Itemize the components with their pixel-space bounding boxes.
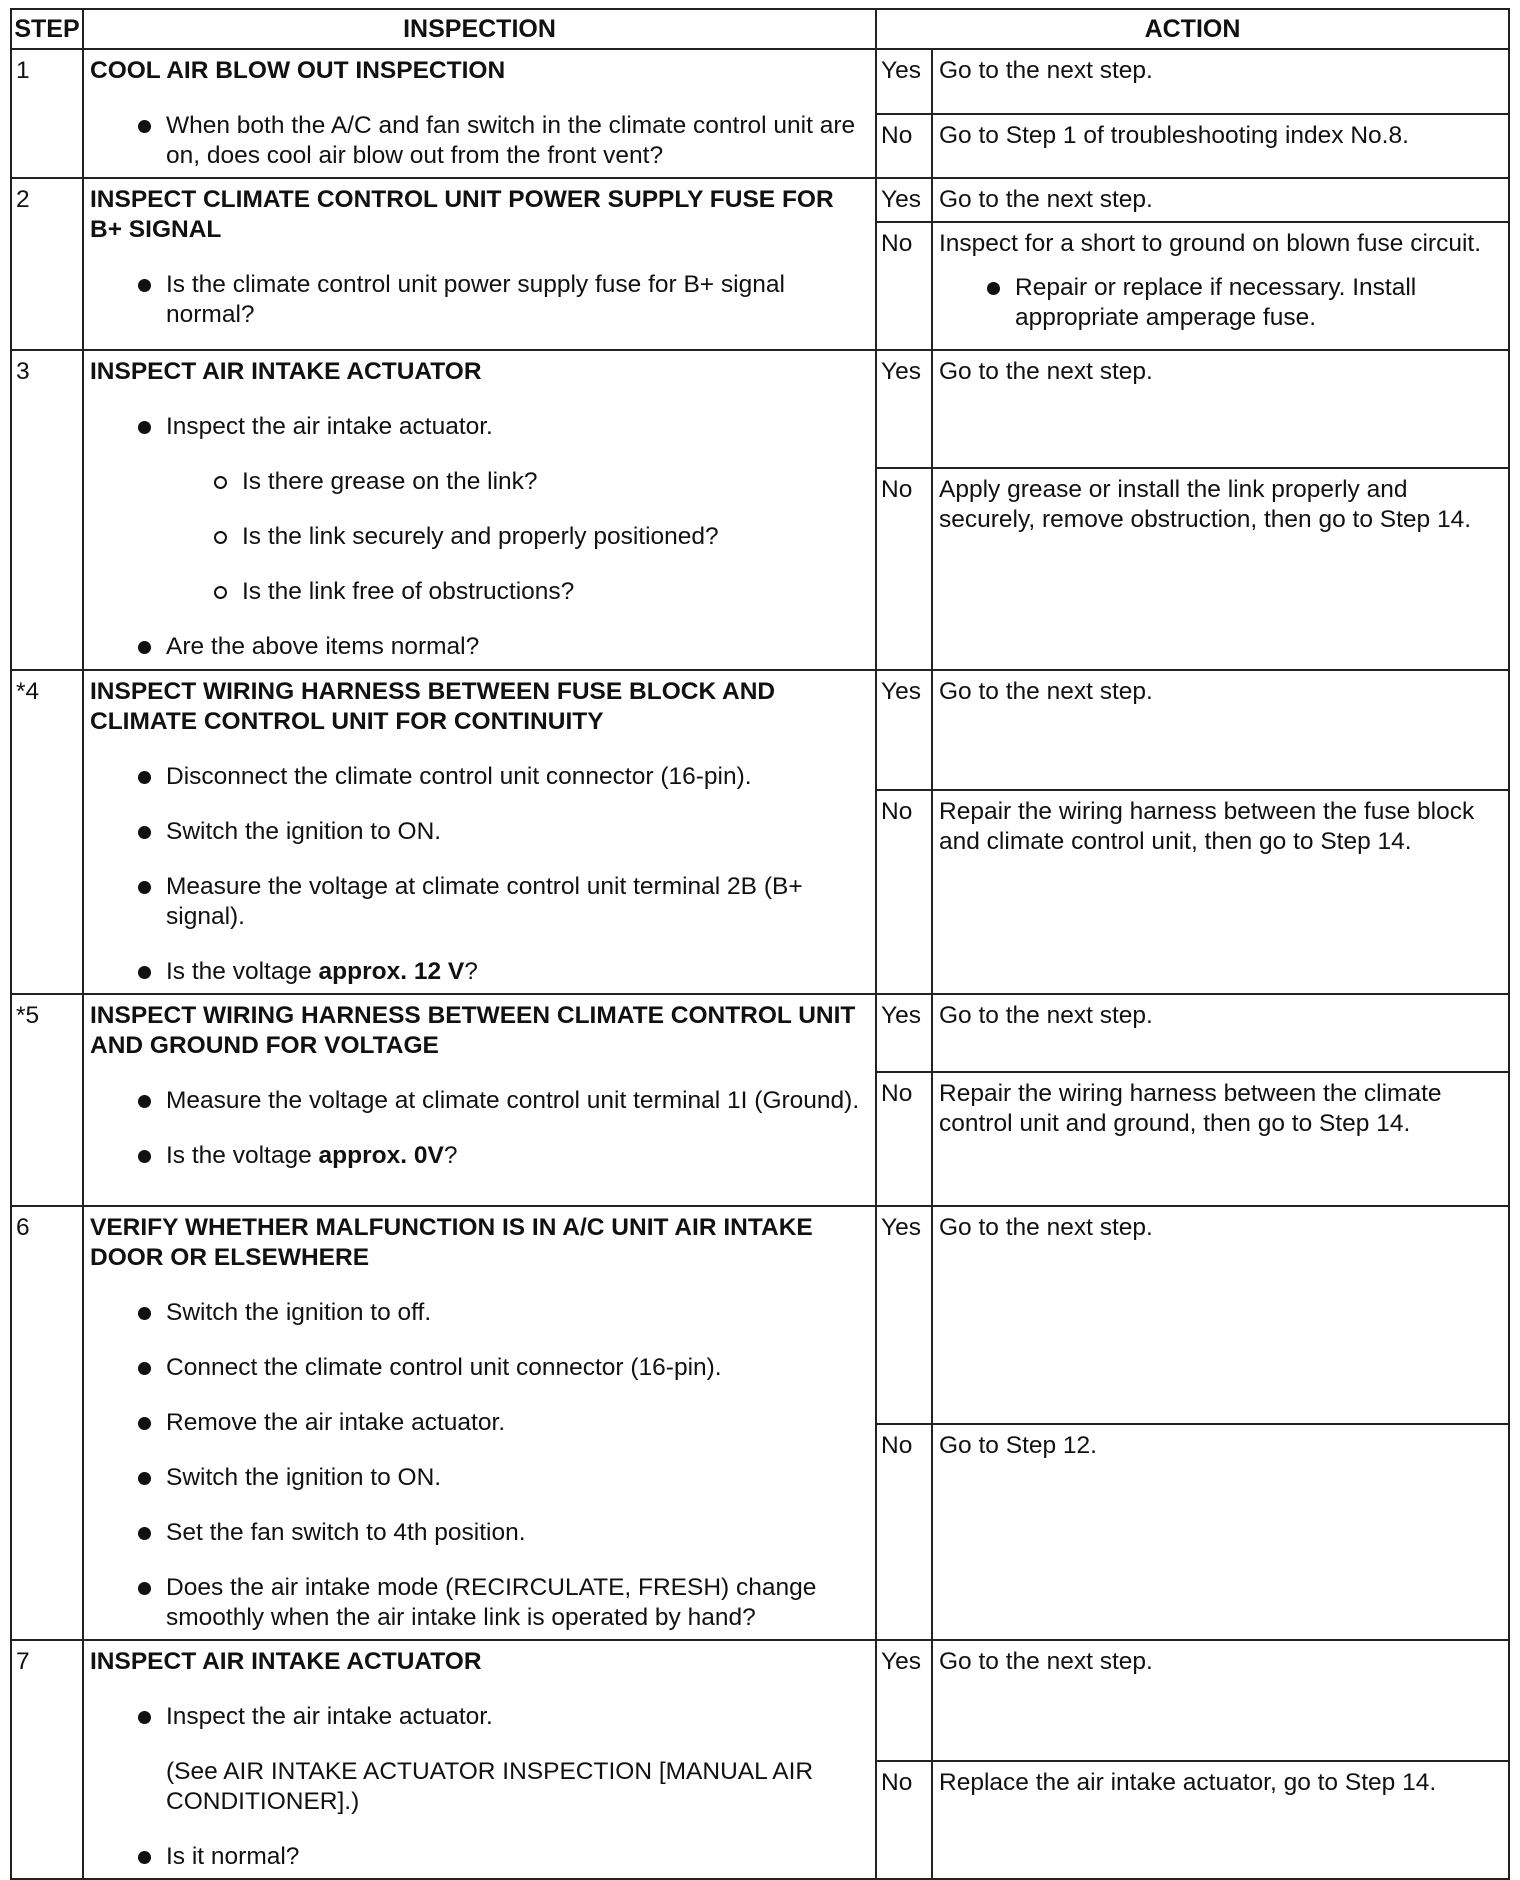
header-inspection: INSPECTION <box>83 9 876 49</box>
no-action: Repair the wiring harness between the fuse block and climate control unit, then go to Step 14. <box>932 790 1509 994</box>
yes-label: Yes <box>876 350 932 468</box>
bullet-item: Is the climate control unit power supply fuse for B+ signal normal? <box>90 270 869 330</box>
troubleshooting-table <box>10 8 1510 1880</box>
bullet-item: Switch the ignition to ON. <box>90 817 869 847</box>
inspection-cell <box>83 670 876 994</box>
step-title: INSPECT CLIMATE CONTROL UNIT POWER SUPPLY FUSE FOR B+ SIGNAL <box>90 186 834 243</box>
no-label: No <box>876 1072 932 1206</box>
bullet-item <box>90 1141 869 1171</box>
step-number: *4 <box>11 670 83 994</box>
no-action: Repair the wiring harness between the climate control unit and ground, then go to Step 14. <box>932 1072 1509 1206</box>
step-number: 7 <box>11 1640 83 1879</box>
step-number: 6 <box>11 1206 83 1640</box>
action-bullet: Repair or replace if necessary. Install appropriate amperage fuse. <box>939 273 1504 333</box>
bullet-item <box>90 957 869 987</box>
sub-bullet-item: Is there grease on the link? <box>90 467 869 497</box>
bullet-text: ? <box>443 1142 458 1169</box>
bullet-text: Is the voltage <box>166 958 319 985</box>
table-row <box>11 350 1509 468</box>
bullet-value: approx. 12 V <box>318 958 465 985</box>
yes-label: Yes <box>876 994 932 1072</box>
bullet-item: Does the air intake mode (RECIRCULATE, FRESH) change smoothly when the air intake link is operated by hand? <box>90 1573 869 1633</box>
inspection-cell <box>83 178 876 350</box>
yes-label: Yes <box>876 49 932 114</box>
bullet-item: Inspect the air intake actuator. <box>90 1702 869 1732</box>
bullet-item: Connect the climate control unit connector (16-pin). <box>90 1353 869 1383</box>
bullet-item: Disconnect the climate control unit connector (16-pin). <box>90 762 869 792</box>
bullet-item: Is it normal? <box>90 1842 869 1872</box>
inspection-cell <box>83 1206 876 1640</box>
bullet-item: Set the fan switch to 4th position. <box>90 1518 869 1548</box>
header-action: ACTION <box>876 9 1509 49</box>
bullet-item: Are the above items normal? <box>90 632 869 662</box>
yes-action: Go to the next step. <box>932 1640 1509 1761</box>
sub-bullet-item: Is the link free of obstructions? <box>90 577 869 607</box>
no-label: No <box>876 1424 932 1640</box>
step-title: INSPECT AIR INTAKE ACTUATOR <box>90 1648 482 1675</box>
step-number: 2 <box>11 178 83 350</box>
bullet-item: Remove the air intake actuator. <box>90 1408 869 1438</box>
table-row <box>11 1206 1509 1424</box>
table-header-row <box>11 9 1509 49</box>
bullet-item: Inspect the air intake actuator. <box>90 412 869 442</box>
yes-action: Go to the next step. <box>932 350 1509 468</box>
yes-label: Yes <box>876 1640 932 1761</box>
inspection-cell <box>83 994 876 1206</box>
reference-note: (See AIR INTAKE ACTUATOR INSPECTION [MANUAL AIR CONDITIONER].) <box>166 1758 814 1815</box>
table-row <box>11 178 1509 222</box>
bullet-item: Measure the voltage at climate control unit terminal 1I (Ground). <box>90 1086 869 1116</box>
inspection-cell <box>83 49 876 178</box>
no-label: No <box>876 468 932 670</box>
yes-label: Yes <box>876 670 932 790</box>
no-label: No <box>876 790 932 994</box>
no-action: Apply grease or install the link properly and securely, remove obstruction, then go to Step 14. <box>932 468 1509 670</box>
no-action: Go to Step 1 of troubleshooting index No.8. <box>932 114 1509 179</box>
sub-bullet-item: Is the link securely and properly positioned? <box>90 522 869 552</box>
bullet-item: When both the A/C and fan switch in the climate control unit are on, does cool air blow out from the front vent? <box>90 111 869 171</box>
yes-action: Go to the next step. <box>932 1206 1509 1424</box>
table-row <box>11 49 1509 114</box>
step-number: *5 <box>11 994 83 1206</box>
yes-action: Go to the next step. <box>932 994 1509 1072</box>
no-label: No <box>876 114 932 179</box>
no-action: Replace the air intake actuator, go to Step 14. <box>932 1761 1509 1879</box>
inspection-cell <box>83 1640 876 1879</box>
step-title: VERIFY WHETHER MALFUNCTION IS IN A/C UNIT AIR INTAKE DOOR OR ELSEWHERE <box>90 1214 813 1271</box>
bullet-text: ? <box>464 958 478 985</box>
inspection-cell <box>83 350 876 670</box>
bullet-item: Switch the ignition to ON. <box>90 1463 869 1493</box>
bullet-text: Is the voltage <box>166 1142 319 1169</box>
bullet-item: Switch the ignition to off. <box>90 1298 869 1328</box>
step-title: INSPECT AIR INTAKE ACTUATOR <box>90 358 482 385</box>
table-row <box>11 1640 1509 1761</box>
yes-label: Yes <box>876 178 932 222</box>
no-action: Inspect for a short to ground on blown fuse circuit. <box>939 230 1482 257</box>
no-label: No <box>876 222 932 350</box>
bullet-value: approx. 0V <box>318 1142 444 1169</box>
yes-label: Yes <box>876 1206 932 1424</box>
step-number: 1 <box>11 49 83 178</box>
header-step: STEP <box>11 9 83 49</box>
step-title: INSPECT WIRING HARNESS BETWEEN FUSE BLOCK AND CLIMATE CONTROL UNIT FOR CONTINUITY <box>90 678 776 735</box>
no-label: No <box>876 1761 932 1879</box>
table-row <box>11 994 1509 1072</box>
table-row <box>11 670 1509 790</box>
yes-action: Go to the next step. <box>932 670 1509 790</box>
step-title: INSPECT WIRING HARNESS BETWEEN CLIMATE CONTROL UNIT AND GROUND FOR VOLTAGE <box>90 1002 856 1059</box>
bullet-item: Measure the voltage at climate control unit terminal 2B (B+ signal). <box>90 872 869 932</box>
no-action: Go to Step 12. <box>932 1424 1509 1640</box>
yes-action: Go to the next step. <box>932 49 1509 114</box>
yes-action: Go to the next step. <box>932 178 1509 222</box>
step-number: 3 <box>11 350 83 670</box>
no-action-cell <box>932 222 1509 350</box>
step-title: COOL AIR BLOW OUT INSPECTION <box>90 57 506 84</box>
